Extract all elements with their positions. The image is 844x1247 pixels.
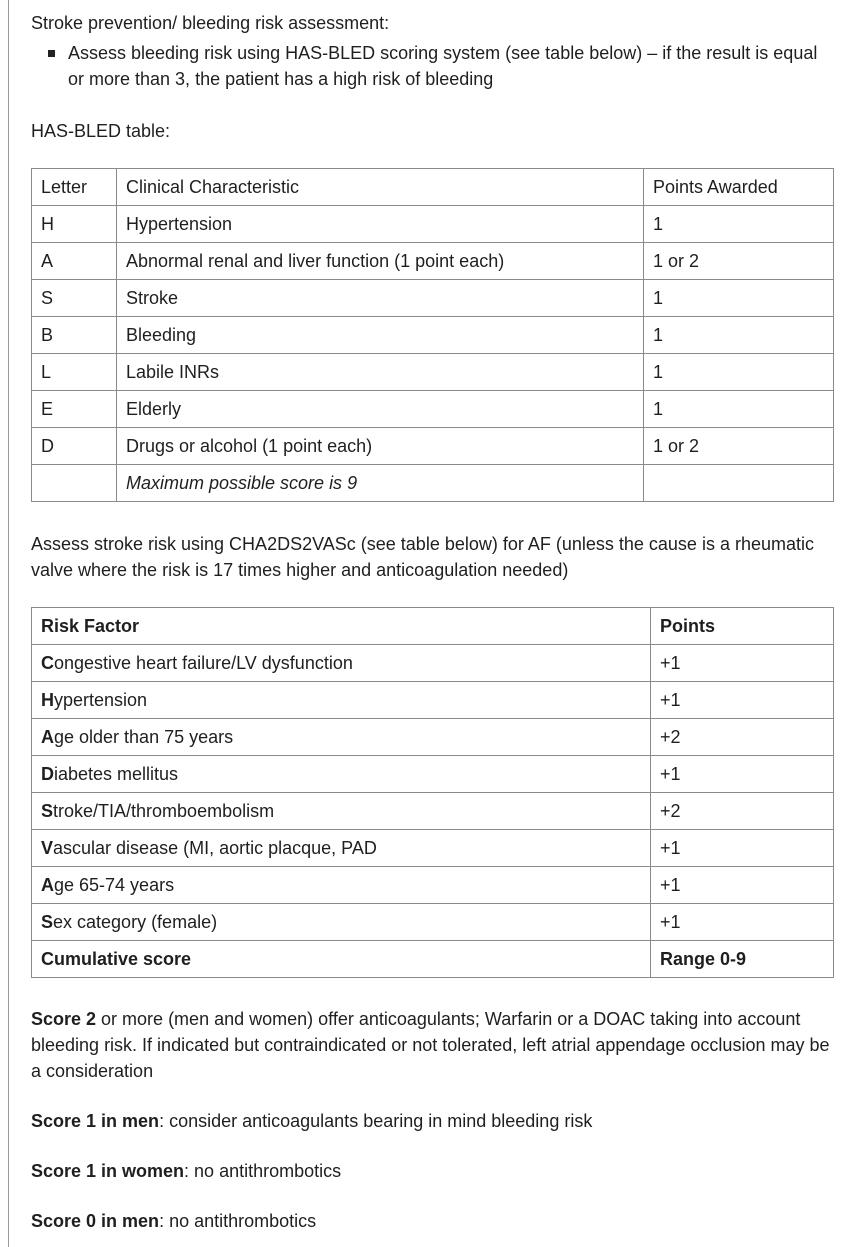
bullet-text: Assess bleeding risk using HAS-BLED scoring system (see table below) – if the result is equal or more than 3, the patient has a high risk of bleeding xyxy=(68,43,818,89)
risk-rest: ypertension xyxy=(54,690,148,710)
characteristic-cell: Abnormal renal and liver function (1 point each) xyxy=(117,243,644,280)
risk-rest: ascular disease (MI, aortic placque, PAD xyxy=(53,838,377,858)
points-cell xyxy=(644,465,834,502)
letter-cell xyxy=(32,465,117,502)
table-row xyxy=(32,354,834,391)
points-cell: 1 xyxy=(644,317,834,354)
table-row xyxy=(32,793,834,830)
stroke-risk-paragraph: Assess stroke risk using CHA2DS2VASc (see table below) for AF (unless the cause is a rheumatic valve where the risk is 17 times higher and anticoagulation needed) xyxy=(31,534,814,580)
letter-cell: D xyxy=(32,428,117,465)
risk-initial: A xyxy=(41,875,54,895)
risk-factor-cell xyxy=(32,682,651,719)
risk-factor-cell xyxy=(32,830,651,867)
letter-cell: A xyxy=(32,243,117,280)
article-content xyxy=(31,10,833,1234)
characteristic-cell: Drugs or alcohol (1 point each) xyxy=(117,428,644,465)
points-cell: 1 xyxy=(644,391,834,428)
characteristic-cell: Labile INRs xyxy=(117,354,644,391)
points-cell: +1 xyxy=(651,682,834,719)
points-cell: 1 xyxy=(644,206,834,243)
table-row xyxy=(32,465,834,502)
points-cell: +1 xyxy=(651,867,834,904)
risk-initial: V xyxy=(41,838,54,858)
risk-factor-cell xyxy=(32,867,651,904)
bullet-list xyxy=(31,40,833,92)
letter-cell: B xyxy=(32,317,117,354)
letter-cell: S xyxy=(32,280,117,317)
points-cell: +2 xyxy=(651,719,834,756)
hasbled-table-label: HAS-BLED table: xyxy=(31,121,171,141)
risk-factor-cell xyxy=(32,793,651,830)
table-row xyxy=(32,682,834,719)
risk-rest: ex category (female) xyxy=(53,912,218,932)
table-row xyxy=(32,645,834,682)
table-row xyxy=(32,830,834,867)
table-row xyxy=(32,719,834,756)
score-label: Score 1 in men xyxy=(31,1111,160,1131)
score-paragraph xyxy=(31,1208,833,1234)
letter-cell: E xyxy=(32,391,117,428)
characteristic-cell: Elderly xyxy=(117,391,644,428)
total-value-cell: Range 0-9 xyxy=(651,941,834,978)
risk-rest: ongestive heart failure/LV dysfunction xyxy=(54,653,353,673)
risk-rest: ge older than 75 years xyxy=(54,727,234,747)
score-label: Score 0 in men xyxy=(31,1211,160,1231)
points-cell: +1 xyxy=(651,830,834,867)
characteristic-cell: Bleeding xyxy=(117,317,644,354)
table-row xyxy=(32,867,834,904)
points-cell: 1 or 2 xyxy=(644,243,834,280)
risk-factor-cell xyxy=(32,645,651,682)
header-cell: Letter xyxy=(32,169,117,206)
risk-rest: troke/TIA/thromboembolism xyxy=(53,801,275,821)
score-paragraph xyxy=(31,1158,833,1184)
table-row xyxy=(32,317,834,354)
risk-initial: S xyxy=(41,801,54,821)
left-border-line xyxy=(8,0,9,1247)
header-cell: Risk Factor xyxy=(32,608,651,645)
letter-cell: H xyxy=(32,206,117,243)
risk-factor-cell xyxy=(32,904,651,941)
score-label: Score 2 xyxy=(31,1009,97,1029)
bullet-item xyxy=(31,40,833,92)
risk-initial: S xyxy=(41,912,54,932)
risk-initial: H xyxy=(41,690,54,710)
square-bullet-icon xyxy=(48,50,55,57)
table-row xyxy=(32,428,834,465)
characteristic-cell: Hypertension xyxy=(117,206,644,243)
risk-initial: C xyxy=(41,653,54,673)
table-row xyxy=(32,756,834,793)
points-cell: +1 xyxy=(651,904,834,941)
table-row xyxy=(32,904,834,941)
risk-rest: iabetes mellitus xyxy=(54,764,179,784)
table-header-row xyxy=(32,608,834,645)
points-cell: 1 xyxy=(644,280,834,317)
cha2ds2vasc-table xyxy=(31,607,834,978)
table-row xyxy=(32,243,834,280)
max-score-note: Maximum possible score is 9 xyxy=(117,465,644,502)
score-paragraph xyxy=(31,1006,833,1084)
section-heading: Stroke prevention/ bleeding risk assessment: xyxy=(31,13,390,33)
table-row xyxy=(32,280,834,317)
table-row xyxy=(32,206,834,243)
table-row xyxy=(32,391,834,428)
header-cell: Clinical Characteristic xyxy=(117,169,644,206)
hasbled-table xyxy=(31,168,834,502)
characteristic-cell: Stroke xyxy=(117,280,644,317)
points-cell: +2 xyxy=(651,793,834,830)
points-cell: +1 xyxy=(651,756,834,793)
score-text: or more (men and women) offer anticoagulants; Warfarin or a DOAC taking into account bleeding risk. If indicated but contraindicated or not tolerated, left atrial appendage occlusion may be a consideration xyxy=(31,1009,830,1081)
risk-factor-cell xyxy=(32,756,651,793)
score-text: : consider anticoagulants bearing in mind bleeding risk xyxy=(159,1111,593,1131)
score-text: : no antithrombotics xyxy=(159,1211,317,1231)
letter-cell: L xyxy=(32,354,117,391)
header-cell: Points xyxy=(651,608,834,645)
risk-initial: D xyxy=(41,764,54,784)
table-header-row xyxy=(32,169,834,206)
points-cell: +1 xyxy=(651,645,834,682)
points-cell: 1 or 2 xyxy=(644,428,834,465)
score-text: : no antithrombotics xyxy=(184,1161,342,1181)
risk-rest: ge 65-74 years xyxy=(54,875,175,895)
risk-factor-cell xyxy=(32,719,651,756)
score-label: Score 1 in women xyxy=(31,1161,185,1181)
points-cell: 1 xyxy=(644,354,834,391)
total-label-cell: Cumulative score xyxy=(32,941,651,978)
table-total-row xyxy=(32,941,834,978)
risk-initial: A xyxy=(41,727,54,747)
score-paragraph xyxy=(31,1108,833,1134)
header-cell: Points Awarded xyxy=(644,169,834,206)
